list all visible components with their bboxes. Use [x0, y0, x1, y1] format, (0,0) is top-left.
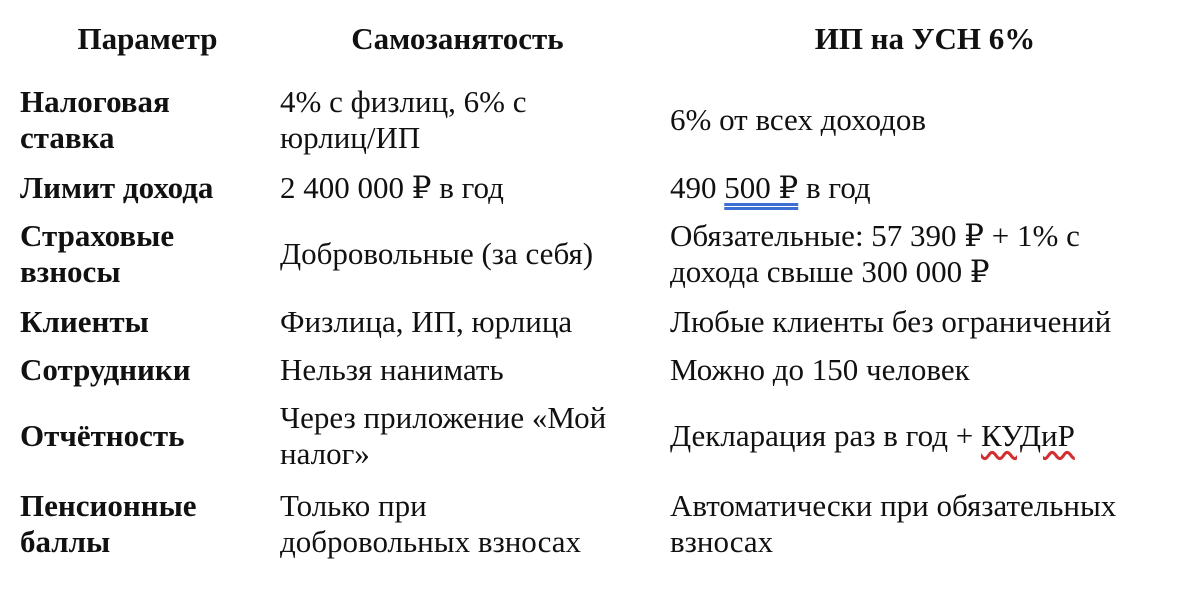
ip-cell-prefix: 490 — [670, 170, 725, 205]
row-label: Страховые взносы — [20, 218, 175, 289]
row-label: Пенсионные баллы — [20, 488, 197, 559]
table-row-reporting — [0, 398, 1200, 474]
self-employment-cell: Физлица, ИП, юрлица — [280, 304, 573, 339]
self-employment-cell: 4% с физлиц, 6% с юрлиц/ИП — [280, 84, 527, 155]
row-label: Сотрудники — [20, 352, 191, 387]
row-label: Клиенты — [20, 304, 149, 339]
spellcheck-underlined-text: КУДиР — [980, 418, 1075, 453]
table-row-income-limit — [0, 168, 1200, 208]
ip-cell: Можно до 150 человек — [670, 352, 970, 387]
table-row-tax-rate — [0, 82, 1200, 158]
self-employment-cell: Добровольные (за себя) — [280, 236, 594, 271]
self-employment-cell: Нельзя нанимать — [280, 352, 504, 387]
self-employment-cell: Через приложение «Мой налог» — [280, 400, 607, 471]
table-row-pension — [0, 484, 1200, 564]
ip-cell-prefix: Декларация раз в год + — [670, 418, 981, 453]
table-row-insurance — [0, 216, 1200, 292]
ip-cell-suffix: в год — [798, 170, 871, 205]
ip-cell: 6% от всех доходов — [670, 102, 926, 137]
self-employment-cell: Только при добровольных взносах — [280, 488, 581, 559]
row-label: Лимит дохода — [20, 170, 214, 205]
ip-cell: Любые клиенты без ограничений — [670, 304, 1112, 339]
table-row-employees — [0, 350, 1200, 390]
header-self-employment: Самозанятость — [351, 21, 564, 56]
header-parameter: Параметр — [77, 21, 218, 56]
ip-cell — [650, 418, 1200, 454]
grammar-underlined-text: 500 ₽ — [724, 170, 799, 205]
self-employment-cell: 2 400 000 ₽ в год — [280, 170, 504, 205]
table-row-clients — [0, 302, 1200, 342]
ip-cell: Автоматически при обязательных взносах — [670, 488, 1117, 559]
ip-cell — [650, 170, 1200, 206]
row-label: Отчётность — [20, 418, 185, 453]
row-label: Налоговая ставка — [20, 84, 170, 155]
ip-cell: Обязательные: 57 390 ₽ + 1% с дохода свыше 300 000 ₽ — [670, 218, 1080, 289]
header-ip-usn: ИП на УСН 6% — [814, 21, 1036, 56]
